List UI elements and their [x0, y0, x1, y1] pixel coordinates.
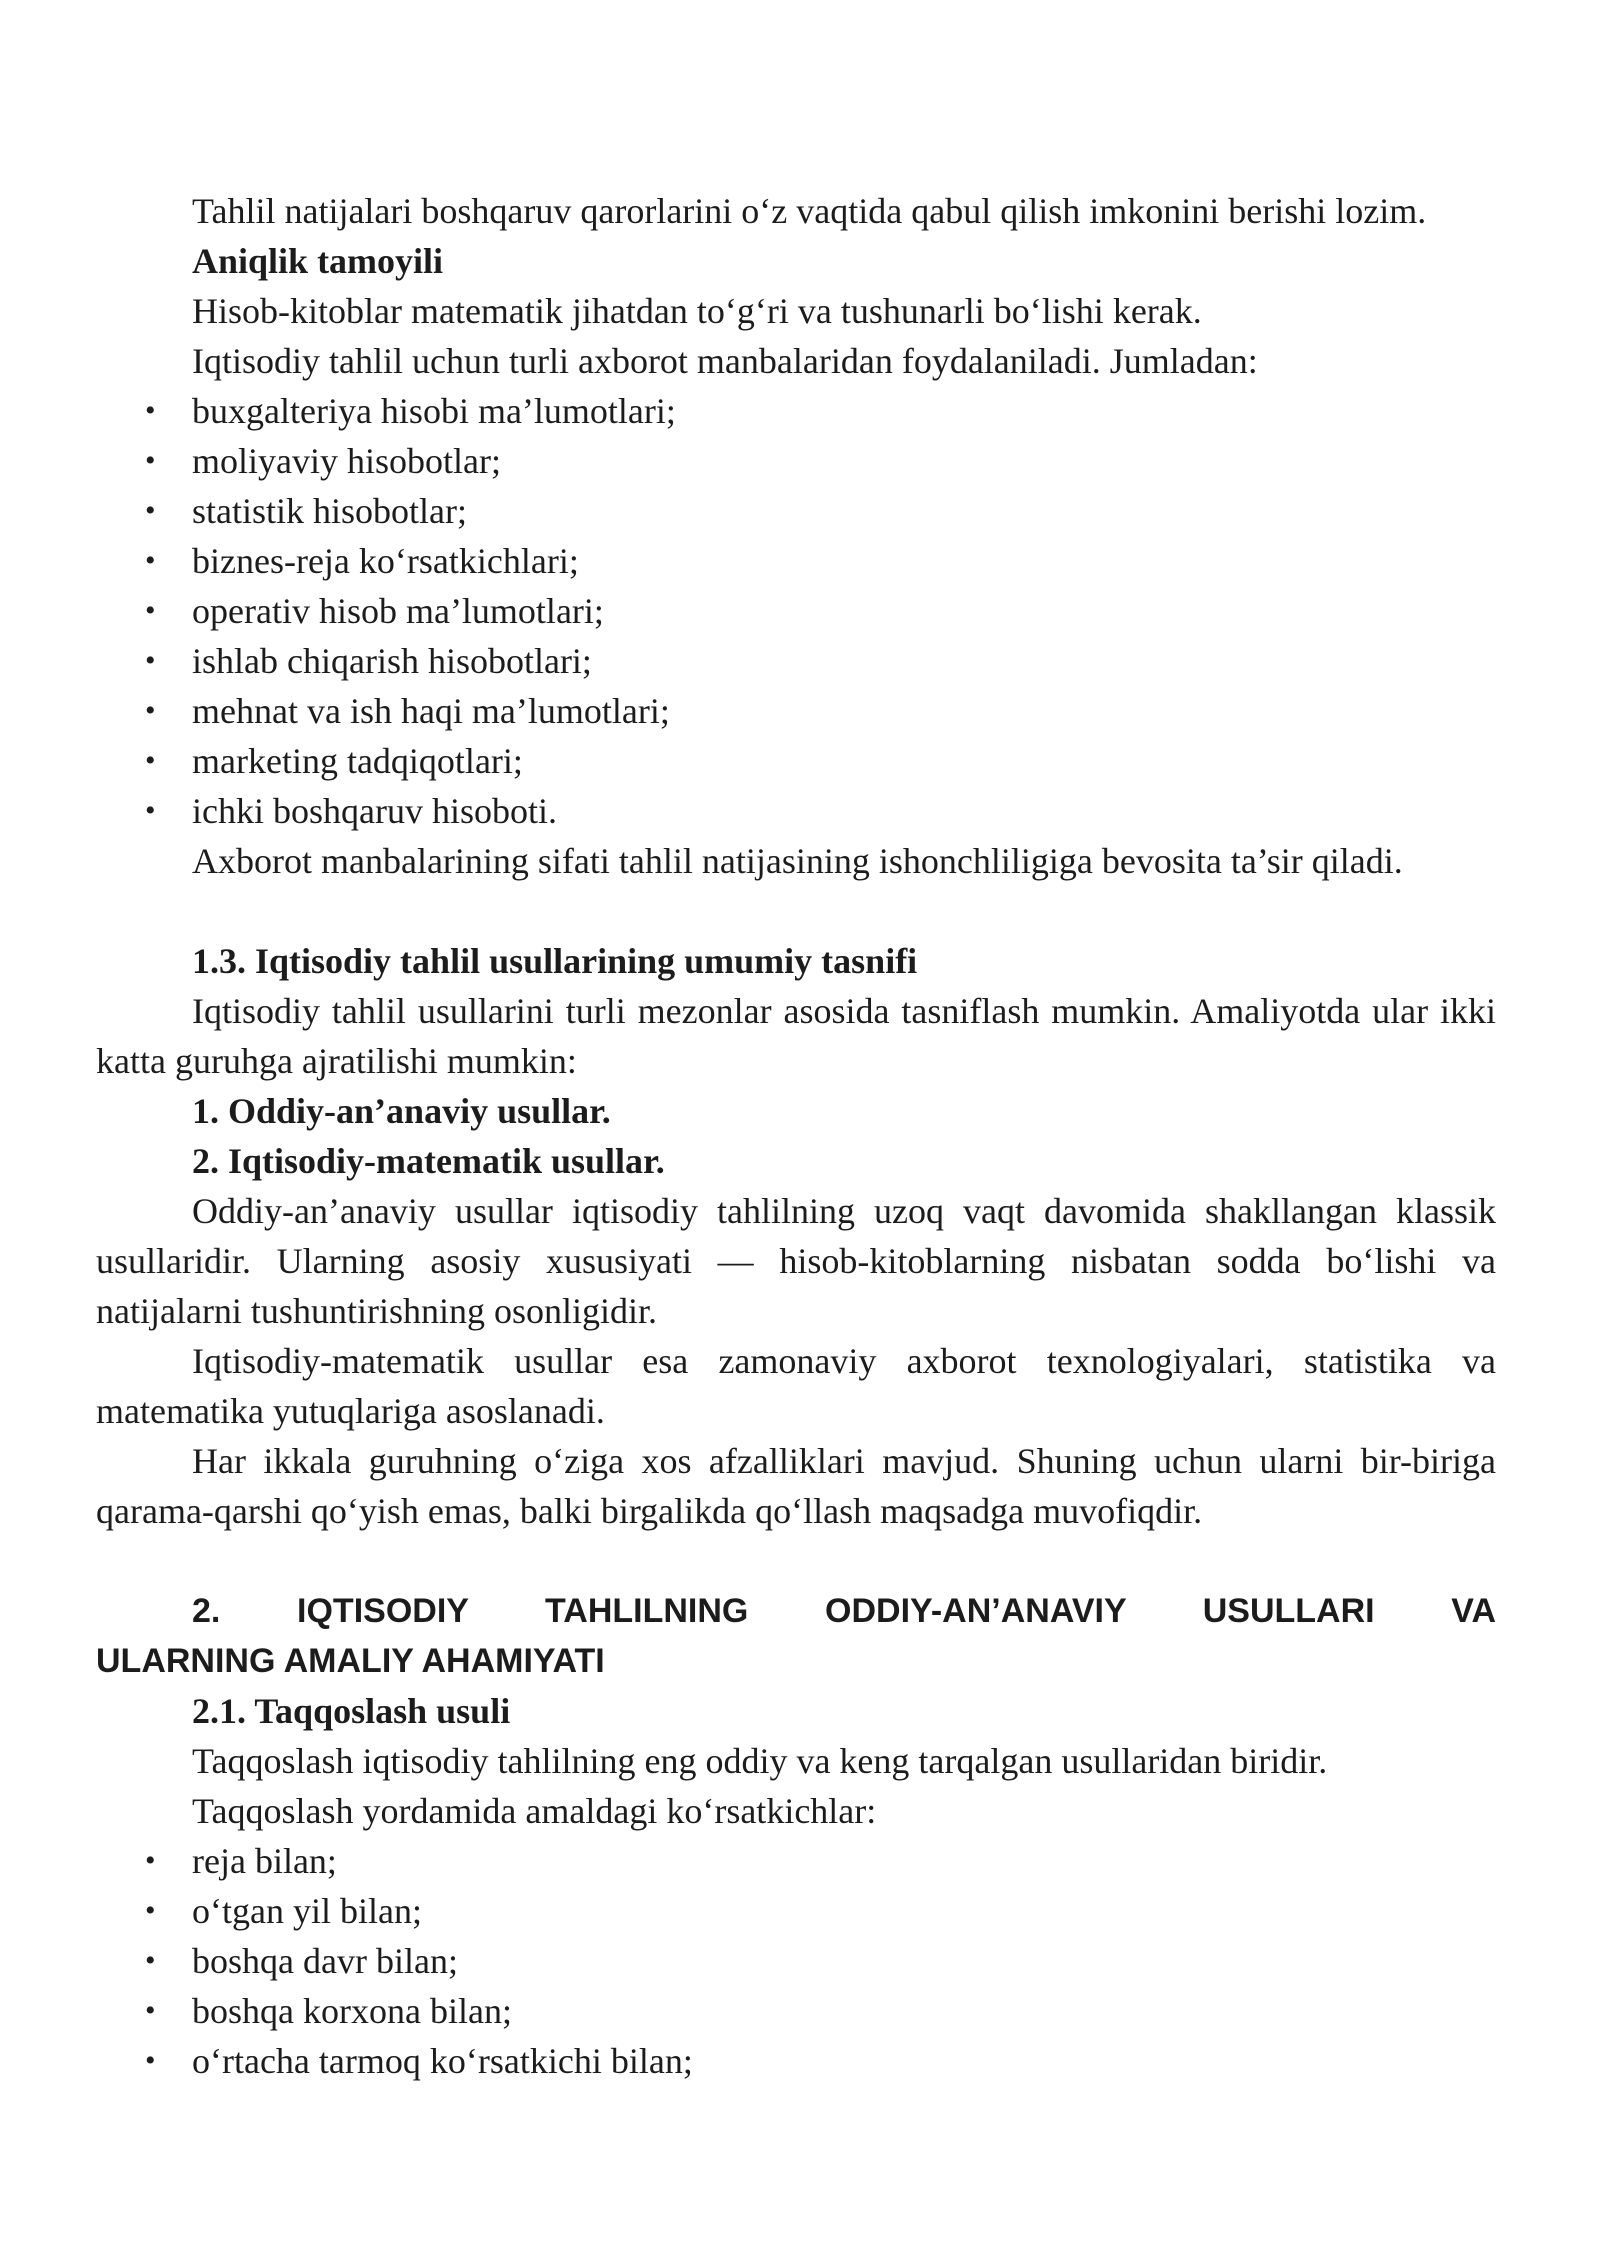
bullet-icon: •	[145, 544, 156, 577]
paragraph-both-groups: Har ikkala guruhning o‘ziga xos afzalliklari mavjud. Shuning uchun ularni bir-biriga qarama-qarshi qo‘yish emas, balki birgalikda qo‘llash maqsadga muvofiqdir.	[96, 1441, 1496, 1531]
bullet-icon: •	[145, 644, 156, 677]
list-item: • marketing tadqiqotlari;	[96, 736, 1496, 786]
bullet-icon: •	[145, 394, 156, 427]
heading-section-2-1: 2.1. Taqqoslash usuli	[192, 1691, 511, 1731]
bullet-icon: •	[145, 744, 156, 777]
info-sources-list	[96, 386, 1496, 836]
list-item: • moliyaviy hisobotlar;	[96, 436, 1496, 486]
group-math-methods: 2. Iqtisodiy-matematik usullar.	[192, 1141, 665, 1181]
document-page	[96, 186, 1496, 2086]
paragraph-source-quality: Axborot manbalarining sifati tahlil natijasining ishonchliligiga bevosita ta’sir qiladi.	[192, 841, 1403, 881]
bullet-icon: •	[145, 594, 156, 627]
spacer	[96, 1536, 1496, 1586]
bullet-icon: •	[145, 1994, 156, 2027]
paragraph-decision-timing: Tahlil natijalari boshqaruv qarorlarini o‘z vaqtida qabul qilish imkonini berishi lozim.	[192, 191, 1427, 231]
bullet-icon: •	[145, 444, 156, 477]
comparison-list	[96, 1836, 1496, 2086]
bullet-icon: •	[145, 2044, 156, 2077]
paragraph-math-methods: Iqtisodiy-matematik usullar esa zamonaviy axborot texnologiyalari, statistika va matematika yutuqlariga asoslanadi.	[96, 1341, 1496, 1431]
list-item: • ishlab chiqarish hisobotlari;	[96, 636, 1496, 686]
heading-accuracy-principle: Aniqlik tamoyili	[192, 241, 444, 281]
paragraph-info-sources-intro: Iqtisodiy tahlil uchun turli axborot manbalaridan foydalaniladi. Jumladan:	[192, 341, 1258, 381]
bullet-icon: •	[145, 694, 156, 727]
bullet-icon: •	[145, 494, 156, 527]
list-item: • ichki boshqaruv hisoboti.	[96, 786, 1496, 836]
heading-chapter-2-line1: 2. IQTISODIY TAHLILNING ODDIY-AN’ANAVIY USULLARI VA	[192, 1592, 1496, 1630]
bullet-icon: •	[145, 1844, 156, 1877]
list-item: • statistik hisobotlar;	[96, 486, 1496, 536]
list-item: • reja bilan;	[96, 1836, 1496, 1886]
spacer	[96, 886, 1496, 936]
list-item: • o‘rtacha tarmoq ko‘rsatkichi bilan;	[96, 2036, 1496, 2086]
list-item: • boshqa davr bilan;	[96, 1936, 1496, 1986]
list-item: • o‘tgan yil bilan;	[96, 1886, 1496, 1936]
list-item: • mehnat va ish haqi ma’lumotlari;	[96, 686, 1496, 736]
bullet-icon: •	[145, 1944, 156, 1977]
group-traditional-methods: 1. Oddiy-an’anaviy usullar.	[192, 1091, 611, 1131]
paragraph-traditional-methods: Oddiy-an’anaviy usullar iqtisodiy tahlilning uzoq vaqt davomida shakllangan klassik usullaridir. Ularning asosiy xususiyati — hisob-kitoblarning nisbatan sodda bo‘lishi va natijalarni tushuntirishning osonligidir.	[96, 1191, 1496, 1331]
list-item: • operativ hisob ma’lumotlari;	[96, 586, 1496, 636]
heading-section-1-3: 1.3. Iqtisodiy tahlil usullarining umumiy tasnifi	[192, 941, 918, 981]
bullet-icon: •	[145, 794, 156, 827]
list-item: • buxgalteriya hisobi ma’lumotlari;	[96, 386, 1496, 436]
heading-chapter-2	[96, 1586, 1496, 1636]
paragraph-calculations: Hisob-kitoblar matematik jihatdan to‘g‘ri va tushunarli bo‘lishi kerak.	[192, 291, 1202, 331]
paragraph-comparison-intro: Taqqoslash iqtisodiy tahlilning eng oddiy va keng tarqalgan usullaridan biridir.	[192, 1741, 1328, 1781]
list-item: • boshqa korxona bilan;	[96, 1986, 1496, 2036]
list-item: • biznes-reja ko‘rsatkichlari;	[96, 536, 1496, 586]
heading-chapter-2-line2: ULARNING AMALIY AHAMIYATI	[96, 1642, 605, 1680]
paragraph-classification: Iqtisodiy tahlil usullarini turli mezonlar asosida tasniflash mumkin. Amaliyotda ular ikki katta guruhga ajratilishi mumkin:	[96, 991, 1496, 1081]
bullet-icon: •	[145, 1894, 156, 1927]
paragraph-comparison-indicators: Taqqoslash yordamida amaldagi ko‘rsatkichlar:	[192, 1791, 877, 1831]
